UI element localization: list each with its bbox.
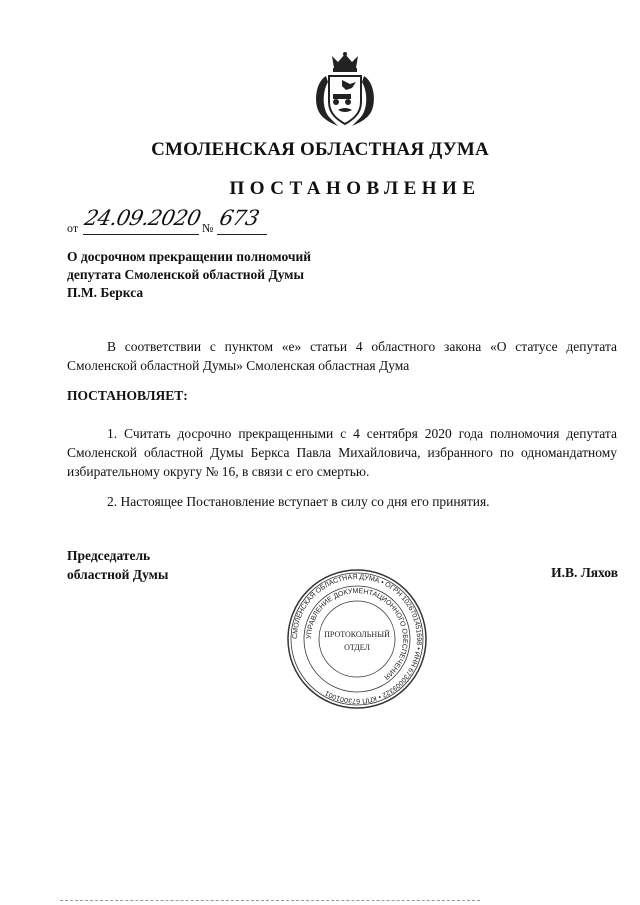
registration-line [67, 206, 287, 236]
subject-line-1: О досрочном прекращении полномочий [67, 249, 312, 264]
document-subject [67, 248, 311, 302]
subject-line-2: депутата Смоленской областной Думы [67, 267, 305, 282]
date-underline [83, 234, 199, 235]
seal-center-line-2: ОТДЕЛ [344, 643, 370, 652]
signer-role-line-2: областной Думы [67, 567, 169, 582]
document-type: ПОСТАНОВЛЕНИЕ [229, 178, 481, 199]
official-seal [286, 568, 428, 710]
subject-line-3: П.М. Беркса [67, 285, 144, 300]
coat-of-arms-icon [312, 52, 378, 130]
signer-role-line-1: Председатель [67, 548, 151, 563]
signer-role [67, 546, 168, 584]
number-prefix: № [202, 221, 214, 235]
seal-inner-text: УПРАВЛЕНИЕ ДОКУМЕНТАЦИОННОГО ОБЕСПЕЧЕНИЯ [305, 587, 409, 681]
date-prefix: от [67, 221, 79, 235]
resolution-item-1: 1. Считать досрочно прекращенными с 4 сентября 2020 года полномочия депутата Смоленской областной Думы Беркса Павла Михайловича, избранного по одномандатному избирательному округу № 16, в связи с его смертью. [67, 426, 617, 479]
seal-center-line-1: ПРОТОКОЛЬНЫЙ [324, 630, 390, 639]
resolution-item-2: 2. Настоящее Постановление вступает в силу со дня его принятия. [107, 494, 490, 509]
handwritten-date: 24.09.2020 [82, 206, 203, 230]
signer-name: И.В. Ляхов [551, 565, 618, 580]
page-bottom-edge [60, 900, 480, 901]
organization-title: СМОЛЕНСКАЯ ОБЛАСТНАЯ ДУМА [151, 139, 489, 160]
handwritten-number: 673 [217, 206, 262, 230]
number-underline [217, 234, 267, 235]
preamble-paragraph: В соответствии с пунктом «е» статьи 4 областного закона «О статусе депутата Смоленской областной Думы» Смоленская областная Дума [67, 339, 617, 373]
resolves-heading: ПОСТАНОВЛЯЕТ: [67, 388, 188, 403]
seal-outer-text: СМОЛЕНСКАЯ ОБЛАСТНАЯ ДУМА • ОГРН 1026701451698 • ИНН 6730009322 • КПП 673001001 [291, 573, 423, 705]
